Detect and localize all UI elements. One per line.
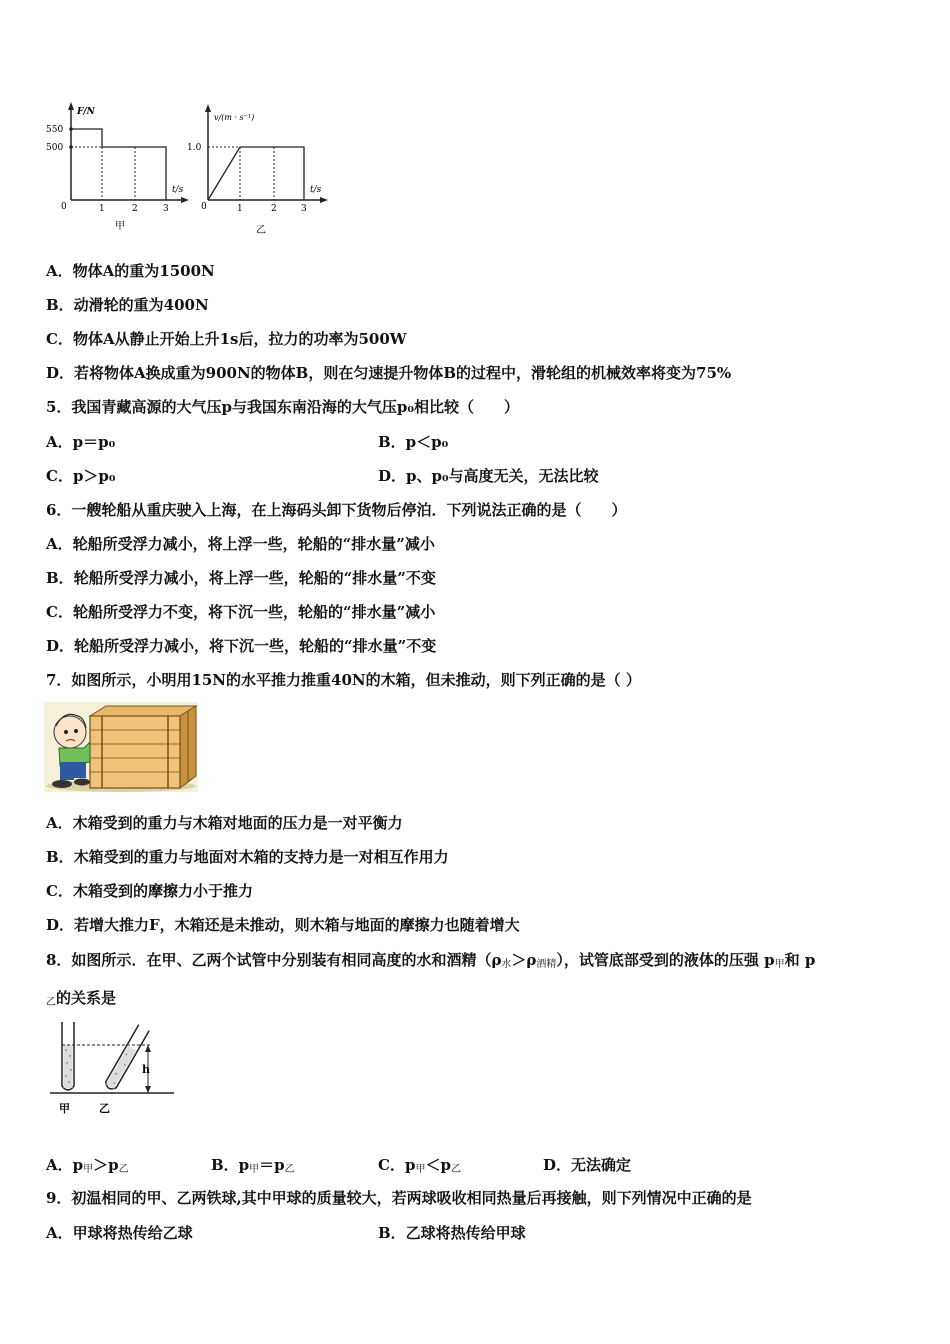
- axis-label-y: v/(m · s⁻¹): [214, 113, 255, 122]
- q4-option-c: C．物体A从静止开始上升1s后，拉力的功率为500W: [46, 330, 407, 348]
- q6-stem: 6．一艘轮船从重庆驶入上海，在上海码头卸下货物后停泊．下列说法正确的是（ ）: [46, 501, 627, 519]
- q5-stem: 5．我国青藏高源的大气压p与我国东南沿海的大气压p₀相比较（ ）: [46, 398, 519, 416]
- tick-x-0: 0: [201, 202, 207, 212]
- tick-x-2: 2: [271, 204, 277, 214]
- caption-jia: 甲: [59, 1102, 70, 1115]
- test-tubes-figure: [46, 1018, 176, 1118]
- tick-y-500: 500: [46, 143, 64, 153]
- q9-option-b: B．乙球将热传给甲球: [378, 1224, 526, 1242]
- q7-option-b: B．木箱受到的重力与地面对木箱的支持力是一对相互作用力: [46, 848, 449, 866]
- q6-option-c: C．轮船所受浮力不变，将下沉一些，轮船的“排水量”减小: [46, 603, 436, 621]
- q4-option-b: B．动滑轮的重为400N: [46, 296, 209, 314]
- q8-option-d: D．无法确定: [543, 1156, 632, 1174]
- tick-x-0: 0: [61, 202, 67, 212]
- q6-option-a: A．轮船所受浮力减小，将上浮一些，轮船的“排水量”减小: [46, 535, 435, 553]
- q4-option-d: D．若将物体A换成重为900N的物体B，则在匀速提升物体B的过程中，滑轮组的机械效率将变为75%: [46, 364, 732, 382]
- q5-option-a: A．p＝p₀: [46, 433, 116, 451]
- q9-option-a: A．甲球将热传给乙球: [46, 1224, 193, 1242]
- tick-y-1-0: 1.0: [187, 143, 202, 153]
- axis-label-y: F/N: [77, 107, 95, 117]
- q4-option-a: A．物体A的重为1500N: [46, 262, 215, 280]
- tick-x-3: 3: [163, 204, 169, 214]
- caption-yi: 乙: [256, 225, 266, 236]
- q5-option-d: D．p、p₀与高度无关，无法比较: [378, 467, 599, 485]
- q5-option-c: C．p＞p₀: [46, 467, 116, 485]
- axis-label-t: t/s: [172, 185, 184, 195]
- tick-y-550: 550: [46, 125, 64, 135]
- axis-label-t: t/s: [310, 185, 322, 195]
- q8-stem-line2: $_乙$的关系是: [46, 989, 117, 1008]
- q7-option-d: D．若增大推力F，木箱还是未推动，则木箱与地面的摩擦力也随着增大: [46, 916, 520, 934]
- q8-option-c: C．$p_甲<p_乙$: [378, 1156, 461, 1175]
- q8-stem-line1: 8．如图所示．在甲、乙两个试管中分别装有相同高度的水和酒精$(\rho_水>\rho_{酒精})$，试管底部受到的液体的压强 $p_甲$和 p: [46, 951, 816, 970]
- q7-option-c: C．木箱受到的摩擦力小于推力: [46, 882, 253, 900]
- tick-x-2: 2: [132, 204, 138, 214]
- tick-x-1: 1: [237, 204, 243, 214]
- caption-yi: 乙: [99, 1102, 110, 1115]
- q6-option-b: B．轮船所受浮力减小，将上浮一些，轮船的“排水量”不变: [46, 569, 436, 587]
- q8-option-b: B．$p_甲=p_乙$: [211, 1156, 295, 1175]
- q8-option-a: A．$p_甲>p_乙$: [46, 1156, 129, 1175]
- tick-x-1: 1: [99, 204, 105, 214]
- h-label: h: [142, 1063, 150, 1076]
- q9-stem: 9．初温相同的甲、乙两铁球,其中甲球的质量较大，若两球吸收相同热量后再接触，则下列情况中正确的是: [46, 1189, 752, 1207]
- boy-pushing-crate-illustration: [44, 702, 198, 792]
- q7-option-a: A．木箱受到的重力与木箱对地面的压力是一对平衡力: [46, 814, 403, 832]
- caption-jia: 甲: [115, 221, 125, 232]
- q7-stem: 7．如图所示，小明用15N的水平推力推重40N的木箱，但未推动，则下列正确的是（ ）: [46, 671, 641, 689]
- q5-option-b: B．p＜p₀: [378, 433, 449, 451]
- tick-x-3: 3: [301, 204, 307, 214]
- graph-yi-velocity-time: [186, 100, 336, 240]
- graph-jia-force-time: [40, 100, 190, 240]
- q6-option-d: D．轮船所受浮力减小，将下沉一些，轮船的“排水量”不变: [46, 637, 437, 655]
